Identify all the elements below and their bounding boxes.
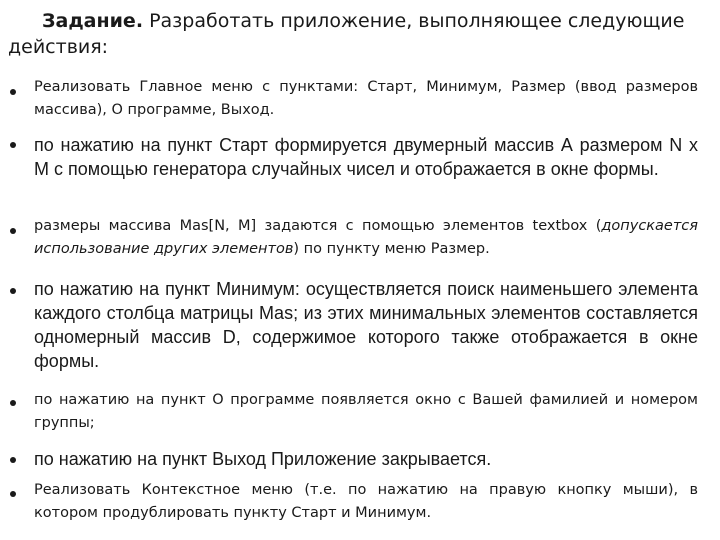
bullet-icon [10, 491, 16, 497]
list-item-text: по нажатию на пункт О программе появляется окно с Вашей фамилией и номером группы; [34, 392, 698, 431]
list-item-text-part: размеры массива Mas[N, M] задаются с помощью элементов textbox ( [34, 218, 602, 234]
bullet-icon [10, 228, 16, 234]
bullet-icon [10, 142, 16, 148]
list-item-italic-note: допускается использование других элементов [34, 218, 698, 257]
task-text: Разработать приложение, выполняющее следующие действия: [8, 10, 685, 58]
list-item-text [34, 215, 698, 261]
bullet-icon [10, 288, 16, 294]
list-item-text: Реализовать Главное меню с пунктами: Старт, Минимум, Размер (ввод размеров массива), О программе, Выход. [34, 79, 698, 118]
list-item-text-part: ) по пункту меню Размер. [293, 241, 490, 257]
list-item-text: по нажатию на пункт Старт формируется двумерный массив А размером N x M с помощью генератора случайных чисел и отображается в окне формы. [34, 135, 698, 179]
list-item-text: по нажатию на пункт Выход Приложение закрывается. [34, 449, 492, 469]
task-label: Задание. [42, 10, 144, 32]
list-item-text: Реализовать Контекстное меню (т.е. по нажатию на правую кнопку мыши), в котором продублировать пункту Старт и Минимум. [34, 482, 698, 521]
bullet-icon [10, 89, 16, 95]
bullet-icon [10, 400, 16, 406]
list-item-text: по нажатию на пункт Минимум: осуществляется поиск наименьшего элемента каждого столбца матрицы Mas; из этих минимальных элементов составляется одномерный массив D, содержимое которого также отображается в окне формы. [34, 279, 698, 371]
task-heading [8, 8, 708, 60]
bullet-icon [10, 457, 16, 463]
